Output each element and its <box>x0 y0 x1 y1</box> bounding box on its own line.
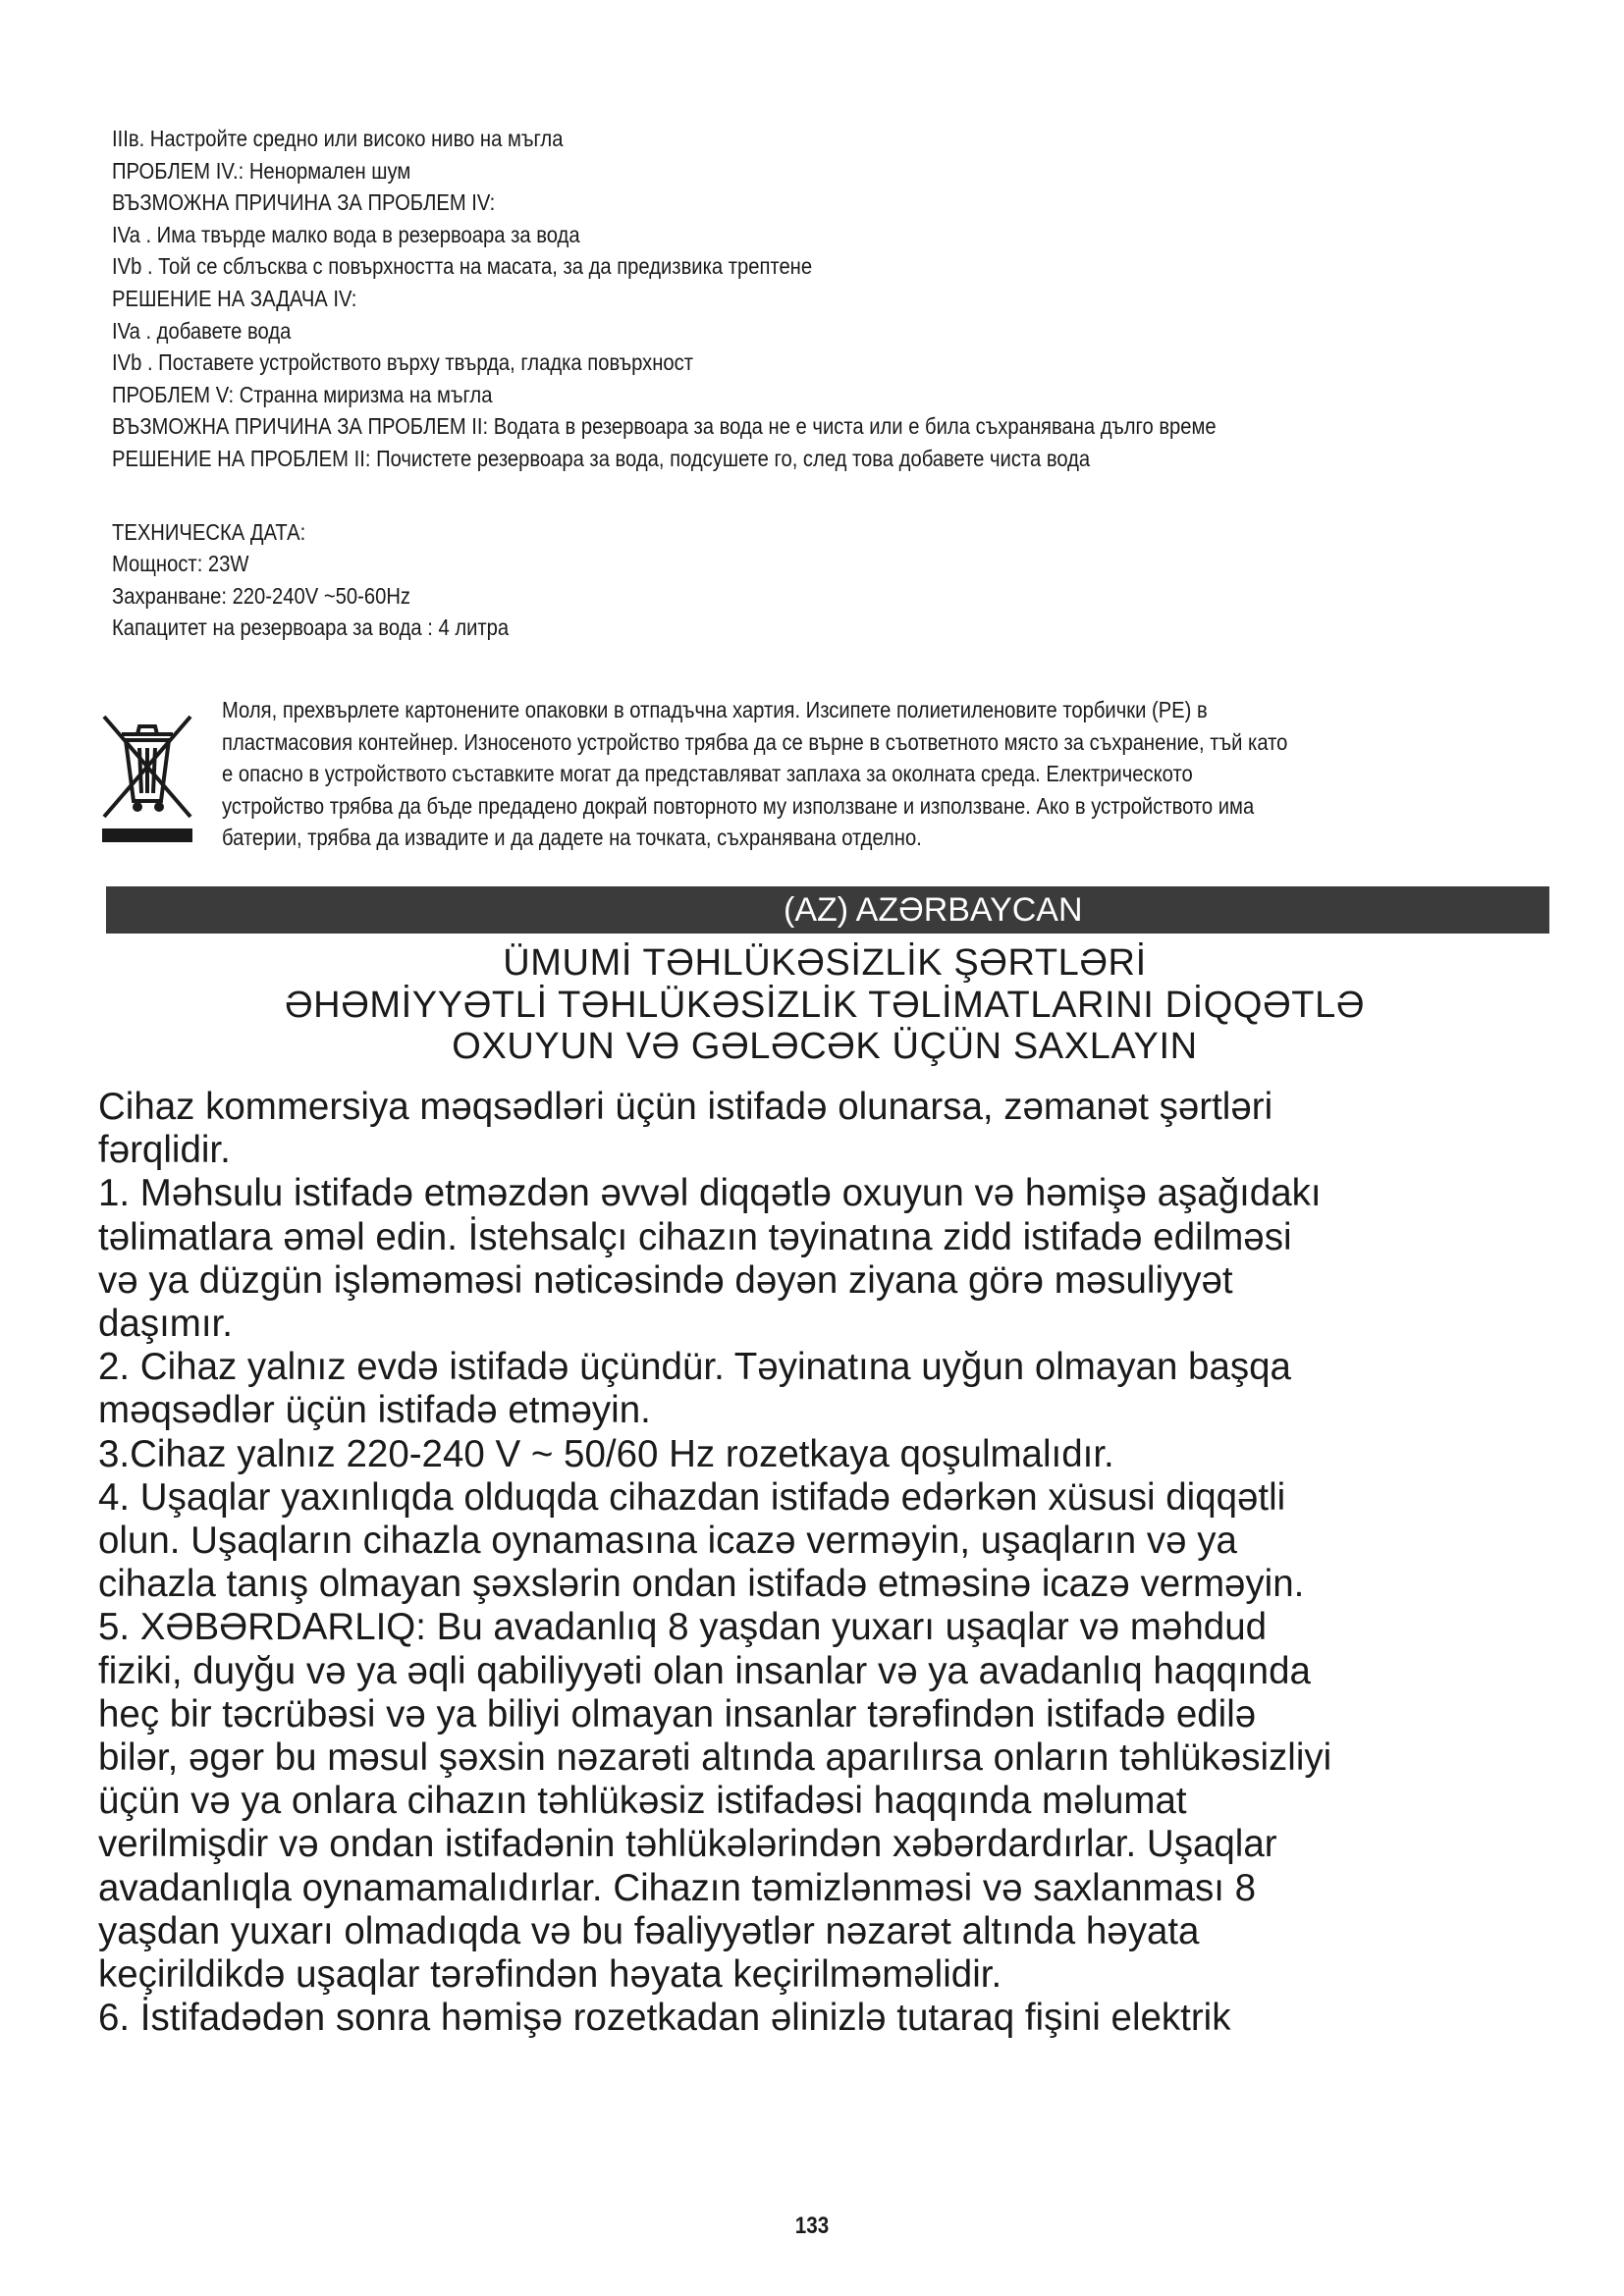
text-line: Моля, прехвърлете картонените опаковки в отпадъчна хартия. Изсипете полиетиленовите торбички (PE) в <box>222 697 1208 722</box>
body-line: verilmişdir və ondan istifadənin təhlükələrindən xəbərdardırlar. Uşaqlar <box>98 1823 1277 1866</box>
az-title <box>98 942 1551 1068</box>
text-line: пластмасовия контейнер. Износеното устройство трябва да се върне в съответното място за съхранение, тъй като <box>222 728 1288 755</box>
title-line: ƏHƏMİYYƏTLİ TƏHLÜKƏSİZLİK TƏLİMATLARINI DİQQƏTLƏ <box>284 984 1366 1026</box>
text-line: IVb . Поставете устройството върху твърда, гладка повърхност <box>112 349 694 376</box>
body-line: daşımır. <box>98 1303 233 1346</box>
body-line: 5. XƏBƏRDARLIQ: Bu avadanlıq 8 yaşdan yuxarı uşaqlar və məhdud <box>98 1606 1268 1649</box>
body-line: cihazla tanış olmayan şəxslərin ondan istifadə etməsinə icazə verməyin. <box>98 1563 1305 1606</box>
text-line: IVb . Той се сблъсква с повърхността на масата, за да предизвика трептене <box>112 253 813 280</box>
text-line: РЕШЕНИЕ НА ПРОБЛЕМ II: Почистете резервоара за вода, подсушете го, след това добавете чиста вода <box>112 445 1091 471</box>
title-line: OXUYUN VƏ GƏLƏCƏK ÜÇÜN SAXLAYIN <box>452 1026 1198 1067</box>
body-line: keçirildikdə uşaqlar tərəfindən həyata keçirilməməlidir. <box>98 1953 1002 1997</box>
technical-data-power: Мощност: 23W <box>112 551 249 577</box>
section-header-label: (AZ) AZƏRBAYCAN <box>784 891 1083 929</box>
technical-data-capacity: Капацитет на резервоара за вода : 4 литра <box>112 614 510 641</box>
body-line: məqsədlər üçün istifadə etməyin. <box>98 1389 651 1432</box>
body-line: heç bir təcrübəsi və ya biliyi olmayan insanlar tərəfindən istifadə edilə <box>98 1692 1257 1735</box>
body-line: 1. Məhsulu istifadə etməzdən əvvəl diqqətlə oxuyun və həmişə aşağıdakı <box>98 1172 1322 1215</box>
body-line: yaşdan yuxarı olmadıqda və bu fəaliyyətlər nəzarət altında həyata <box>98 1909 1200 1952</box>
text-line: IIIв. Настройте средно или високо ниво на мъгла <box>112 126 564 151</box>
technical-data <box>112 516 897 644</box>
body-line: Cihaz kommersiya məqsədləri üçün istifadə olunarsa, zəmanət şərtləri <box>98 1086 1273 1128</box>
body-line: 6. İstifadədən sonra həmişə rozetkadan əlinizlə tutaraq fişini elektrik <box>98 1997 1231 2040</box>
body-line: fərqlidir. <box>98 1129 231 1172</box>
body-line: təlimatlara əməl edin. İstehsalçı cihazın təyinatına zidd istifadə edilməsi <box>98 1215 1292 1258</box>
text-line: батерии, трябва да извадите и да дадете на точката, съхранявана отделно. <box>222 825 922 851</box>
text-line: IVa . Има твърде малко вода в резервоара за вода <box>112 221 580 247</box>
disposal-notice <box>222 694 1616 854</box>
body-line: 2. Cihaz yalnız evdə istifadə üçündür. Təyinatına uyğun olmayan başqa <box>98 1346 1291 1389</box>
body-line: 4. Uşaqlar yaxınlıqda olduqda cihazdan istifadə edərkən xüsusi diqqətli <box>98 1475 1286 1519</box>
title-line: ÜMUMİ TƏHLÜKƏSİZLİK ŞƏRTLƏRİ <box>503 942 1147 984</box>
text-line: ВЪЗМОЖНА ПРИЧИНА ЗА ПРОБЛЕМ II: Водата в резервоара за вода не е чиста или е била съхранявана дълго време <box>112 413 1217 440</box>
text-line: ПРОБЛЕМ IV.: Ненормален шум <box>112 157 411 184</box>
az-body <box>98 1086 1600 2040</box>
body-line: olun. Uşaqların cihazla oynamasına icazə verməyin, uşaqların və ya <box>98 1520 1237 1563</box>
body-line: bilər, əgər bu məsul şəxsin nəzarəti altında aparılırsa onların təhlükəsizliyi <box>98 1736 1332 1780</box>
body-line: avadanlıqla oynamamalıdırlar. Cihazın təmizlənməsi və saxlanması 8 <box>98 1866 1257 1909</box>
text-line: РЕШЕНИЕ НА ЗАДАЧА IV: <box>112 285 357 311</box>
text-line: устройство трябва да бъде предадено докрай повторното му използване и използване. Ако в устройството има <box>222 792 1255 819</box>
text-line: IVa . добавете вода <box>112 317 292 344</box>
body-line: fiziki, duyğu və ya əqli qabiliyyəti olan insanlar və ya avadanlıq haqqında <box>98 1649 1311 1692</box>
text-line: ПРОБЛЕМ V: Странна миризма на мъгла <box>112 381 493 407</box>
weee-crossed-out-bin-icon <box>98 707 196 844</box>
body-line: və ya düzgün işləməməsi nəticəsində dəyən ziyana görə məsuliyyət <box>98 1258 1233 1302</box>
body-line: üçün və ya onlara cihazın təhlükəsiz istifadəsi haqqında məlumat <box>98 1780 1187 1823</box>
body-line: 3.Cihaz yalnız 220-240 V ~ 50/60 Hz rozetkaya qoşulmalıdır. <box>98 1432 1114 1475</box>
text-line: ВЪЗМОЖНА ПРИЧИНА ЗА ПРОБЛЕМ IV: <box>112 189 496 216</box>
page-number: 133 <box>794 2213 830 2239</box>
bulgarian-troubleshooting <box>112 123 1536 475</box>
section-header-bar <box>106 886 1549 934</box>
technical-data-heading: ТЕХНИЧЕСКА ДАТА: <box>112 519 306 545</box>
text-line: е опасно в устройството съставките могат да представляват заплаха за околната среда. Електрическото <box>222 761 1193 787</box>
technical-data-supply: Захранване: 220-240V ~50-60Hz <box>112 582 411 609</box>
